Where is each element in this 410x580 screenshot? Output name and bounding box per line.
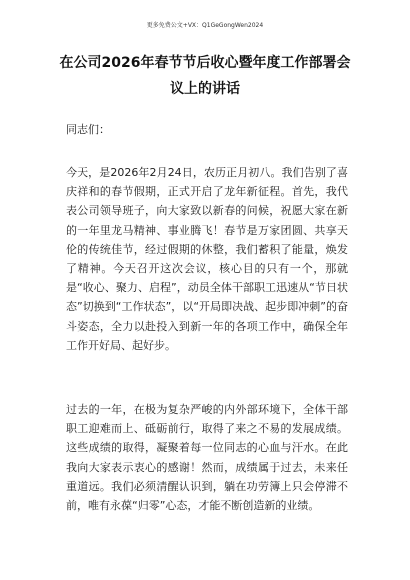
document-title: 在公司2026年春节节后收心暨年度工作部署会议上的讲话 [59, 55, 351, 97]
paragraph-2: 过去的一年，在极为复杂严峻的内外部环境下，全体干部职工迎难而上、砥砺前行，取得了来之不易的发展成绩。这些成绩的取得，凝聚着每一位同志的心血与汗水。在此我向大家表示衷心的感谢！然而，成绩属于过去，未来任重道远。我们必须清醒认识到，躺在功劳簿上只会停滞不前，唯有永葆“归零”心态，才能不断创造新的业绩。 [66, 403, 348, 513]
salutation: 同志们： [66, 123, 110, 136]
paragraph-1: 今天，是2026年2月24日，农历正月初八。我们告别了喜庆祥和的春节假期，正式开启了龙年新征程。首先，我代表公司领导班子，向大家致以新春的问候，祝愿大家在新的一年里龙马精神、事业腾飞！春节是万家团圆、共享天伦的传统佳节，经过假期的休整，我们蓄积了能量，焕发了精神。今天召开这次会议，核心目的只有一个，那就是“收心、聚力、启程”，动员全体干部职工迅速从“节日状态”切换到“工作状态”，以“开局即决战、起步即冲刺”的奋斗姿态，全力以赴投入到新一年的各项工作中，确保全年工作开好局、起好步。 [66, 166, 348, 352]
header-note: 更多免费公文+VX：Q1GeGongWen2024 [146, 22, 264, 29]
